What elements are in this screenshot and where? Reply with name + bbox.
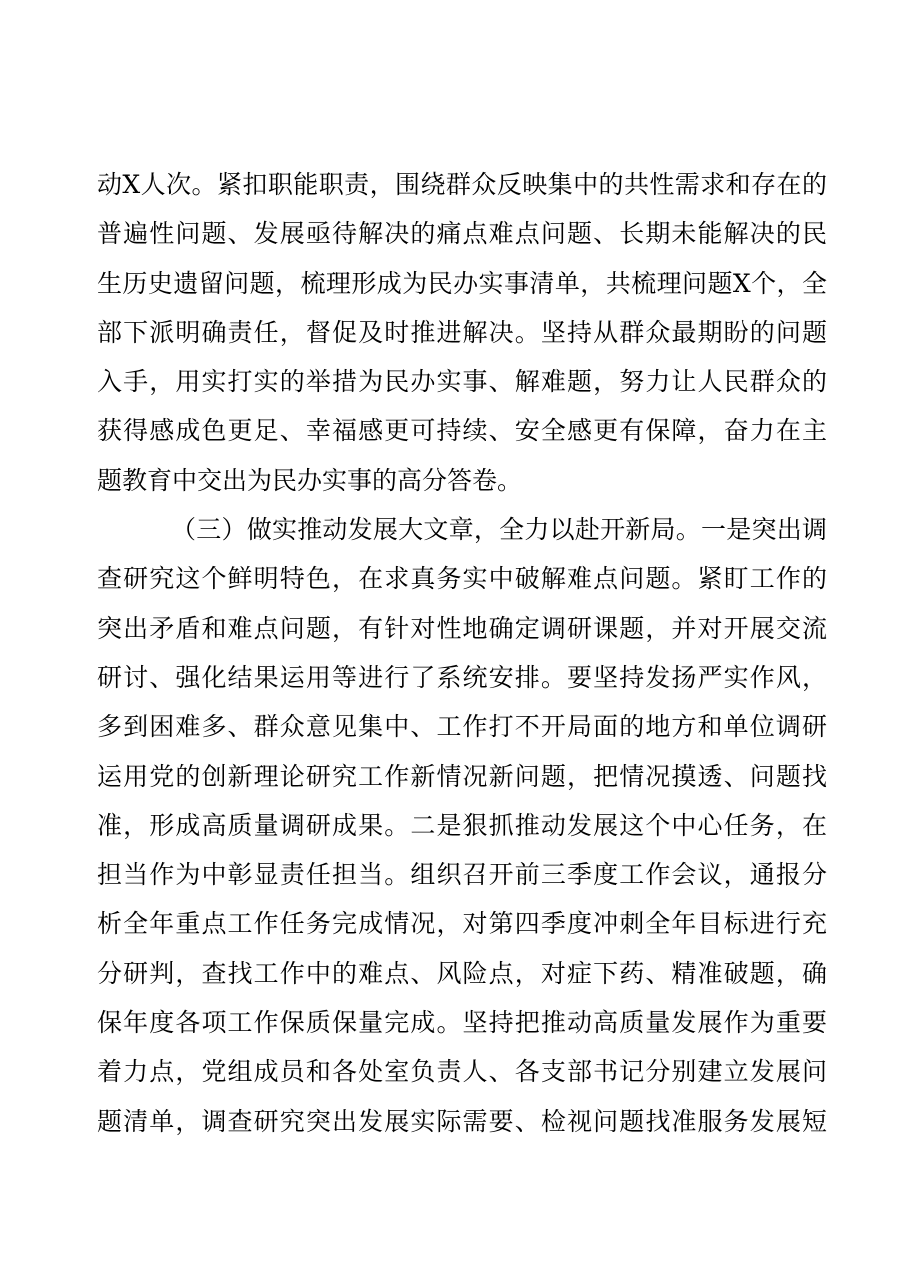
text-line: 查研究这个鲜明特色，在求真务实中破解难点问题。紧盯工作的 bbox=[97, 564, 827, 594]
text-line: 担当作为中彰显责任担当。组织召开前三季度工作会议，通报分 bbox=[97, 860, 827, 890]
document-body bbox=[97, 160, 827, 1195]
text-line: 动X人次。紧扣职能职责，围绕群众反映集中的共性需求和存在的 bbox=[97, 170, 827, 199]
section-heading-line: （三）做实推动发展大文章，全力以赴开新局。一是突出调 bbox=[171, 515, 827, 545]
text-line: 析全年重点工作任务完成情况，对第四季度冲刺全年目标进行充 bbox=[97, 909, 827, 939]
text-line: 运用党的创新理论研究工作新情况新问题，把情况摸透、问题找 bbox=[97, 761, 827, 791]
text-line: 普遍性问题、发展亟待解决的痛点难点问题、长期未能解决的民 bbox=[97, 219, 827, 249]
text-line: 分研判，查找工作中的难点、风险点，对症下药、精准破题，确 bbox=[97, 958, 827, 988]
paragraph-1 bbox=[97, 160, 827, 505]
text-line: 突出矛盾和难点问题，有针对性地确定调研课题，并对开展交流 bbox=[97, 613, 827, 643]
text-line: 多到困难多、群众意见集中、工作打不开局面的地方和单位调研 bbox=[97, 712, 827, 742]
text-line bbox=[97, 1146, 827, 1195]
text-line: 入手，用实打实的举措为民办实事、解难题，努力让人民群众的 bbox=[97, 367, 827, 397]
text-line: 题教育中交出为民办实事的高分答卷。 bbox=[97, 465, 523, 495]
paragraph-2 bbox=[97, 505, 827, 1195]
text-line: 着力点，党组成员和各处室负责人、各支部书记分别建立发展问 bbox=[97, 1057, 827, 1087]
text-line: 保年度各项工作保质保量完成。坚持把推动高质量发展作为重要 bbox=[97, 1008, 827, 1038]
text-line: 获得感成色更足、幸福感更可持续、安全感更有保障，奋力在主 bbox=[97, 416, 827, 446]
text-line: 部下派明确责任，督促及时推进解决。坚持从群众最期盼的问题 bbox=[97, 317, 827, 347]
text-line: 准，形成高质量调研成果。二是狠抓推动发展这个中心任务，在 bbox=[97, 810, 827, 840]
text-line: 题清单，调查研究突出发展实际需要、检视问题找准服务发展短 bbox=[97, 1106, 827, 1136]
text-line: 生历史遗留问题，梳理形成为民办实事清单，共梳理问题X个，全 bbox=[97, 268, 827, 298]
text-line: 研讨、强化结果运用等进行了系统安排。要坚持发扬严实作风， bbox=[97, 662, 827, 692]
